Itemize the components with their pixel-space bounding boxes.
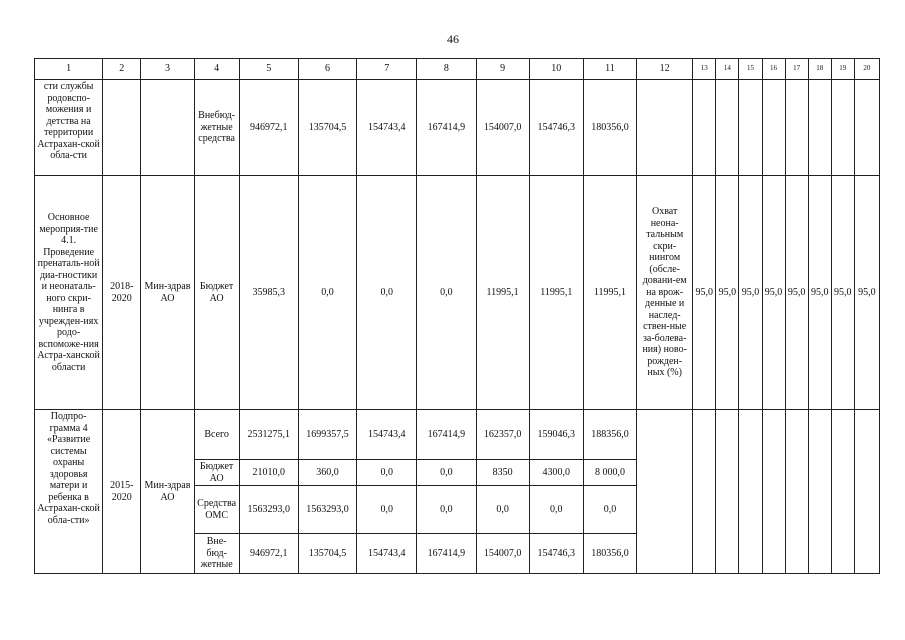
value-cell: 11995,1 bbox=[476, 176, 529, 410]
value-cell: 21010,0 bbox=[239, 460, 298, 486]
table-row bbox=[35, 410, 880, 460]
value-cell: 0,0 bbox=[417, 460, 476, 486]
header-cell: 12 bbox=[637, 59, 693, 80]
value-cell: 0,0 bbox=[529, 486, 583, 534]
indicator-value-cell: 95,0 bbox=[808, 176, 831, 410]
value-cell: 154746,3 bbox=[529, 80, 583, 176]
header-cell: 6 bbox=[298, 59, 356, 80]
indicator-value-cell: 95,0 bbox=[693, 176, 716, 410]
value-cell: 0,0 bbox=[417, 486, 476, 534]
header-cell: 4 bbox=[194, 59, 239, 80]
funding-source: Средства ОМС bbox=[194, 486, 239, 534]
value-cell: 180356,0 bbox=[583, 80, 636, 176]
funding-source: Внебюд-жетные средства bbox=[194, 80, 239, 176]
header-cell: 3 bbox=[141, 59, 194, 80]
funding-source: Всего bbox=[194, 410, 239, 460]
value-cell: 0,0 bbox=[476, 486, 529, 534]
indicator-value-cell bbox=[739, 410, 762, 574]
header-cell: 15 bbox=[739, 59, 762, 80]
header-cell: 11 bbox=[583, 59, 636, 80]
value-cell: 1699357,5 bbox=[298, 410, 356, 460]
value-cell: 2531275,1 bbox=[239, 410, 298, 460]
value-cell: 162357,0 bbox=[476, 410, 529, 460]
activity-description: сти службы родовспо-можения и детства на территории Астрахан-ской обла-сти bbox=[35, 80, 103, 176]
value-cell: 0,0 bbox=[298, 176, 356, 410]
header-cell: 7 bbox=[357, 59, 417, 80]
period-cell bbox=[103, 80, 141, 176]
value-cell: 167414,9 bbox=[417, 410, 476, 460]
value-cell: 11995,1 bbox=[583, 176, 636, 410]
value-cell: 167414,9 bbox=[417, 534, 476, 574]
value-cell: 154007,0 bbox=[476, 80, 529, 176]
value-cell: 135704,5 bbox=[298, 534, 356, 574]
value-cell: 946972,1 bbox=[239, 534, 298, 574]
header-cell: 17 bbox=[785, 59, 808, 80]
indicator-value-cell: 95,0 bbox=[854, 176, 879, 410]
indicator-value-cell bbox=[762, 80, 785, 176]
value-cell: 360,0 bbox=[298, 460, 356, 486]
value-cell: 0,0 bbox=[417, 176, 476, 410]
page-number: 46 bbox=[447, 32, 459, 46]
indicator-value-cell bbox=[716, 80, 739, 176]
header-cell: 1 bbox=[35, 59, 103, 80]
indicator-value-cell bbox=[762, 410, 785, 574]
header-cell: 10 bbox=[529, 59, 583, 80]
indicator-value-cell bbox=[739, 80, 762, 176]
value-cell: 154743,4 bbox=[357, 410, 417, 460]
value-cell: 167414,9 bbox=[417, 80, 476, 176]
header-cell: 9 bbox=[476, 59, 529, 80]
funding-source: Вне-бюд-жетные bbox=[194, 534, 239, 574]
header-cell: 2 bbox=[103, 59, 141, 80]
header-cell: 5 bbox=[239, 59, 298, 80]
indicator-value-cell: 95,0 bbox=[785, 176, 808, 410]
indicator-value-cell: 95,0 bbox=[831, 176, 854, 410]
value-cell: 159046,3 bbox=[529, 410, 583, 460]
value-cell: 180356,0 bbox=[583, 534, 636, 574]
table-row bbox=[35, 176, 880, 410]
indicator-value-cell bbox=[854, 80, 879, 176]
funding-source: Бюджет АО bbox=[194, 176, 239, 410]
indicator-value-cell: 95,0 bbox=[762, 176, 785, 410]
value-cell: 154007,0 bbox=[476, 534, 529, 574]
header-cell: 19 bbox=[831, 59, 854, 80]
executor-cell: Мин-здрав АО bbox=[141, 410, 194, 574]
header-row bbox=[35, 59, 880, 80]
indicator-value-cell bbox=[785, 80, 808, 176]
value-cell: 1563293,0 bbox=[239, 486, 298, 534]
indicator-value-cell bbox=[854, 410, 879, 574]
activity-description: Подпро-грамма 4 «Развитие системы охраны здоровья матери и ребенка в Астрахан-ской обла-сти» bbox=[35, 410, 103, 574]
value-cell: 11995,1 bbox=[529, 176, 583, 410]
value-cell: 35985,3 bbox=[239, 176, 298, 410]
indicator-value-cell: 95,0 bbox=[739, 176, 762, 410]
value-cell: 154743,4 bbox=[357, 80, 417, 176]
header-cell: 13 bbox=[693, 59, 716, 80]
value-cell: 0,0 bbox=[357, 486, 417, 534]
indicator-value-cell bbox=[831, 410, 854, 574]
period-cell: 2018-2020 bbox=[103, 176, 141, 410]
indicator-value-cell bbox=[693, 80, 716, 176]
value-cell: 8 000,0 bbox=[583, 460, 636, 486]
indicator-value-cell bbox=[831, 80, 854, 176]
indicator-value-cell bbox=[716, 410, 739, 574]
executor-cell bbox=[141, 80, 194, 176]
value-cell: 188356,0 bbox=[583, 410, 636, 460]
header-cell: 18 bbox=[808, 59, 831, 80]
header-cell: 20 bbox=[854, 59, 879, 80]
indicator-value-cell bbox=[693, 410, 716, 574]
value-cell: 4300,0 bbox=[529, 460, 583, 486]
indicator-cell bbox=[637, 410, 693, 574]
value-cell: 154746,3 bbox=[529, 534, 583, 574]
indicator-value-cell: 95,0 bbox=[716, 176, 739, 410]
executor-cell: Мин-здрав АО bbox=[141, 176, 194, 410]
value-cell: 0,0 bbox=[583, 486, 636, 534]
indicator-value-cell bbox=[808, 80, 831, 176]
value-cell: 1563293,0 bbox=[298, 486, 356, 534]
table-row bbox=[35, 80, 880, 176]
activity-description: Основное мероприя-тие 4.1. Проведение пренаталь-ной диа-гностики и неонаталь-ного скри-нинга в учрежден-иях родо-вспоможе-ния Астра-ханской области bbox=[35, 176, 103, 410]
value-cell: 946972,1 bbox=[239, 80, 298, 176]
period-cell: 2015-2020 bbox=[103, 410, 141, 574]
funding-source: Бюджет АО bbox=[194, 460, 239, 486]
indicator-cell bbox=[637, 80, 693, 176]
header-cell: 8 bbox=[417, 59, 476, 80]
header-cell: 16 bbox=[762, 59, 785, 80]
value-cell: 135704,5 bbox=[298, 80, 356, 176]
indicator-value-cell bbox=[785, 410, 808, 574]
indicator-cell: Охват неона-тальным скри-нингом (обсле-довани-ем на врож-денные и наслед-ствен-ные за-болева-ния) ново-рожден-ных (%) bbox=[637, 176, 693, 410]
indicator-value-cell bbox=[808, 410, 831, 574]
value-cell: 154743,4 bbox=[357, 534, 417, 574]
value-cell: 0,0 bbox=[357, 176, 417, 410]
value-cell: 0,0 bbox=[357, 460, 417, 486]
program-table bbox=[34, 58, 880, 574]
value-cell: 8350 bbox=[476, 460, 529, 486]
header-cell: 14 bbox=[716, 59, 739, 80]
